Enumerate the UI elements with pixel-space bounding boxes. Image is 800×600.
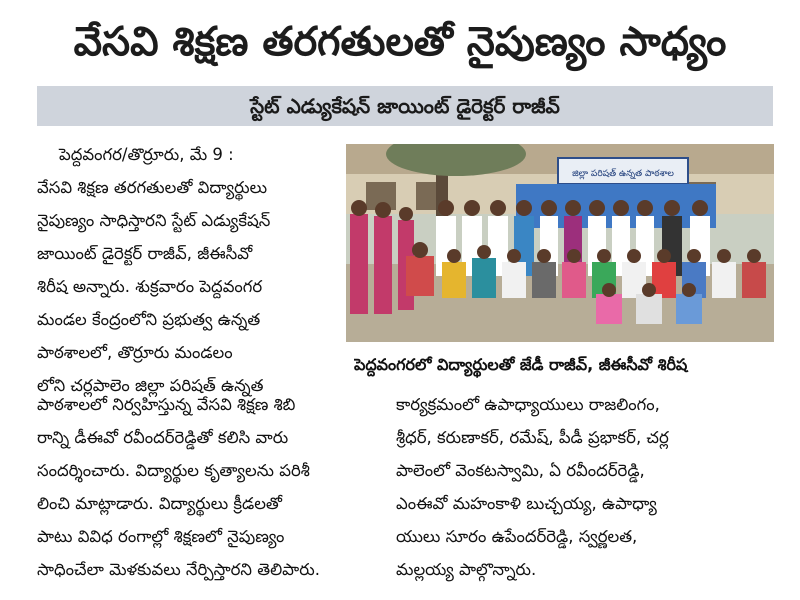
- body-line: జాయింట్ డైరెక్టర్ రాజీవ్, జీఈసీవో: [37, 244, 253, 263]
- news-photo: [346, 144, 774, 342]
- body-line: పాఠశాలలో, తొర్రూరు మండలం: [37, 343, 233, 362]
- article-body-right: [396, 388, 774, 583]
- article-body-bottom-left: [37, 388, 387, 583]
- body-line: శిరీష అన్నారు. శుక్రవారం పెద్దవంగర: [37, 277, 263, 296]
- body-line: రాన్ని డీఈవో రవీందర్‌రెడ్డితో కలిసి వారు: [37, 428, 289, 447]
- body-line: సందర్శించారు. విద్యార్థుల కృత్యాలను పరిశీ: [37, 461, 310, 480]
- body-line: లోని చర్లపాలెం జిల్లా పరిషత్ ఉన్నత: [37, 376, 264, 395]
- body-line: యులు సూరం ఉపేందర్‌రెడ్డి, స్వర్ణలత,: [396, 527, 638, 546]
- photo-caption: పెద్దవంగరలో విద్యార్థులతో జేడీ రాజీవ్, జీఈసీవో శిరీష: [354, 355, 688, 374]
- group-photo-illustration: [346, 144, 774, 342]
- body-line: పెద్దవంగర/తొర్రూరు, మే 9 :: [59, 145, 234, 164]
- body-line: శ్రీధర్, కరుణాకర్, రమేష్, పీడీ ప్రభాకర్, చర్ల: [396, 428, 669, 447]
- photo-banner-text: జిల్లా పరిషత్ ఉన్నత పాఠశాల: [572, 169, 674, 179]
- body-line: నైపుణ్యం సాధిస్తారని స్టేట్ ఎడ్యుకేషన్: [37, 211, 271, 230]
- body-line: పాటు వివిధ రంగాల్లో శిక్షణలో నైపుణ్యం: [37, 527, 285, 546]
- body-line: సాధించేలా మెళకువలు నేర్పిస్తారని తెలిపారు.: [37, 560, 320, 579]
- headline: వేసవి శిక్షణ తరగతులతో నైపుణ్యం సాధ్యం: [73, 19, 727, 65]
- body-line: వేసవి శిక్షణ తరగతులతో విద్యార్థులు: [37, 178, 268, 197]
- body-line: కార్యక్రమంలో ఉపాధ్యాయులు రాజలింగం,: [396, 395, 660, 414]
- body-line: పాఠశాలలో నిర్వహిస్తున్న వేసవి శిక్షణ శిబి: [37, 395, 296, 414]
- body-line: మల్లయ్య పాల్గొన్నారు.: [396, 560, 537, 579]
- body-line: పాలెంలో వెంకటస్వామి, ఏ రవీందర్‌రెడ్డి,: [396, 461, 645, 480]
- subheadline: స్టేట్ ఎడ్యుకేషన్ జాయింట్ డైరెక్టర్ రాజీవ్: [37, 86, 773, 126]
- body-line: లించి మాట్లాడారు. విద్యార్థులు క్రీడలతో: [37, 494, 283, 513]
- body-line: మండల కేంద్రంలోని ప్రభుత్వ ఉన్నత: [37, 310, 261, 329]
- body-line: ఎంఈవో మహంకాళి బుచ్చయ్య, ఉపాధ్యా: [396, 494, 657, 513]
